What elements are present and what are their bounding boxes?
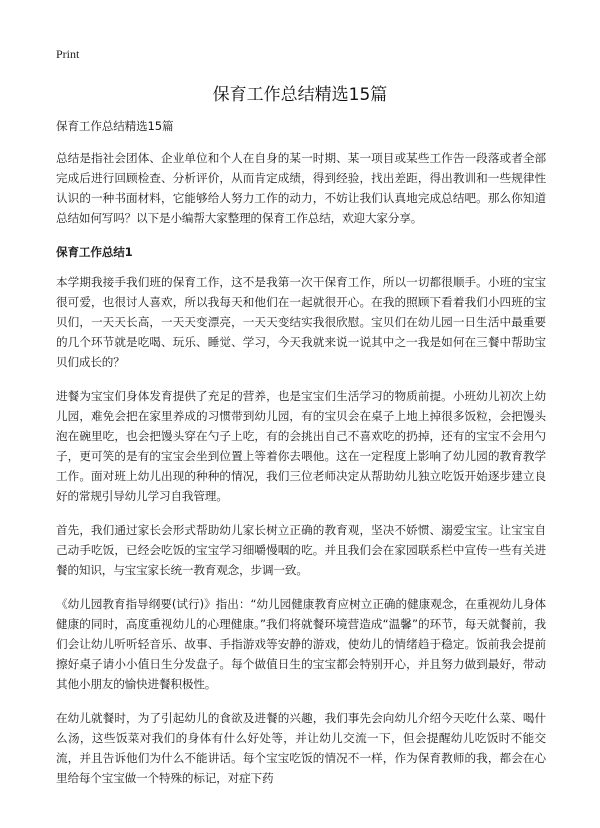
body-paragraph: 本学期我接手我们班的保育工作，这不是我第一次干保育工作，所以一切都很顺手。小班的宝宝很可爱，也很讨人喜欢，所以我每天和他们在一起就很开心。在我的照顾下看着我们小四班的宝贝们，一天天长高，一天天变漂亮，一天天变结实我很欣慰。宝贝们在幼儿园一日生活中最重要的几个环节就是吃喝、玩乐、睡觉、学习，今天我就来说一说其中之一我是如何在三餐中帮助宝贝们成长的？ [56,275,546,369]
body-paragraph: 进餐为宝宝们身体发育提供了充足的营养，也是宝宝们生活学习的物质前提。小班幼儿初次上幼儿园，难免会把在家里养成的习惯带到幼儿园，有的宝贝会在桌子上地上掉很多饭粒，会把馒头泡在碗里吃，也会把馒头穿在勺子上吃，有的会挑出自己不喜欢吃的扔掉，还有的宝宝不会用勺子，更可笑的是有的宝宝会坐到位置上等着你去喂他。这在一定程度上影响了幼儿园的教育教学工作。面对班上幼儿出现的种种的情况，我们三位老师决定从帮助幼儿独立吃饭开始逐步建立良好的常规引导幼儿学习自我管理。 [56,389,546,503]
body-paragraph: 首先，我们通过家长会形式帮助幼儿家长树立正确的教育观，坚决不娇惯、溺爱宝宝。让宝宝自己动手吃饭，已经会吃饭的宝宝学习细嚼慢咽的吃。并且我们会在家园联系栏中宣传一些有关进餐的知识，与宝宝家长统一教育观念，步调一致。 [56,523,546,577]
page-title: 保育工作总结精选15篇 [212,85,388,105]
intro-paragraph: 总结是指社会团体、企业单位和个人在自身的某一时期、某一项目或某些工作告一段落或者全部完成后进行回顾检查、分析评价，从而肯定成绩，得到经验，找出差距，得出教训和一些规律性认识的一种书面材料，它能够给人努力工作的动力，不妨让我们认真地完成总结吧。那么你知道总结如何写吗？以下是小编帮大家整理的保育工作总结，欢迎大家分享。 [56,151,546,225]
document-subtitle: 保育工作总结精选15篇 [56,119,174,133]
body-paragraph: 《幼儿园教育指导纲要(试行)》指出：“幼儿园健康教育应树立正确的健康观念，在重视幼儿身体健康的同时，高度重视幼儿的心理健康。”我们将就餐环境营造成“温馨”的环节，每天就餐前，我们会让幼儿听听轻音乐、故事、手指游戏等安静的游戏，使幼儿的情绪趋于稳定。饭前我会提前擦好桌子请小小值日生分发盘子。每个做值日生的宝宝都会特别开心，并且努力做到最好，带动其他小朋友的愉快进餐积极性。 [56,597,546,691]
body-paragraph: 在幼儿就餐时，为了引起幼儿的食欲及进餐的兴趣，我们事先会向幼儿介绍今天吃什么菜、喝什么汤，这些饭菜对我们的身体有什么好处等，并让幼儿交流一下，但会提醒幼儿吃饭时不能交流，并且告诉他们为什么不能讲话。每个宝宝吃饭的情况不一样，作为保育教师的我，都会在心里给每个宝宝做一个特殊的标记，对症下药 [56,711,546,785]
print-link[interactable]: Print [56,47,80,61]
section-heading: 保育工作总结1 [56,245,133,259]
document-body [56,116,546,802]
